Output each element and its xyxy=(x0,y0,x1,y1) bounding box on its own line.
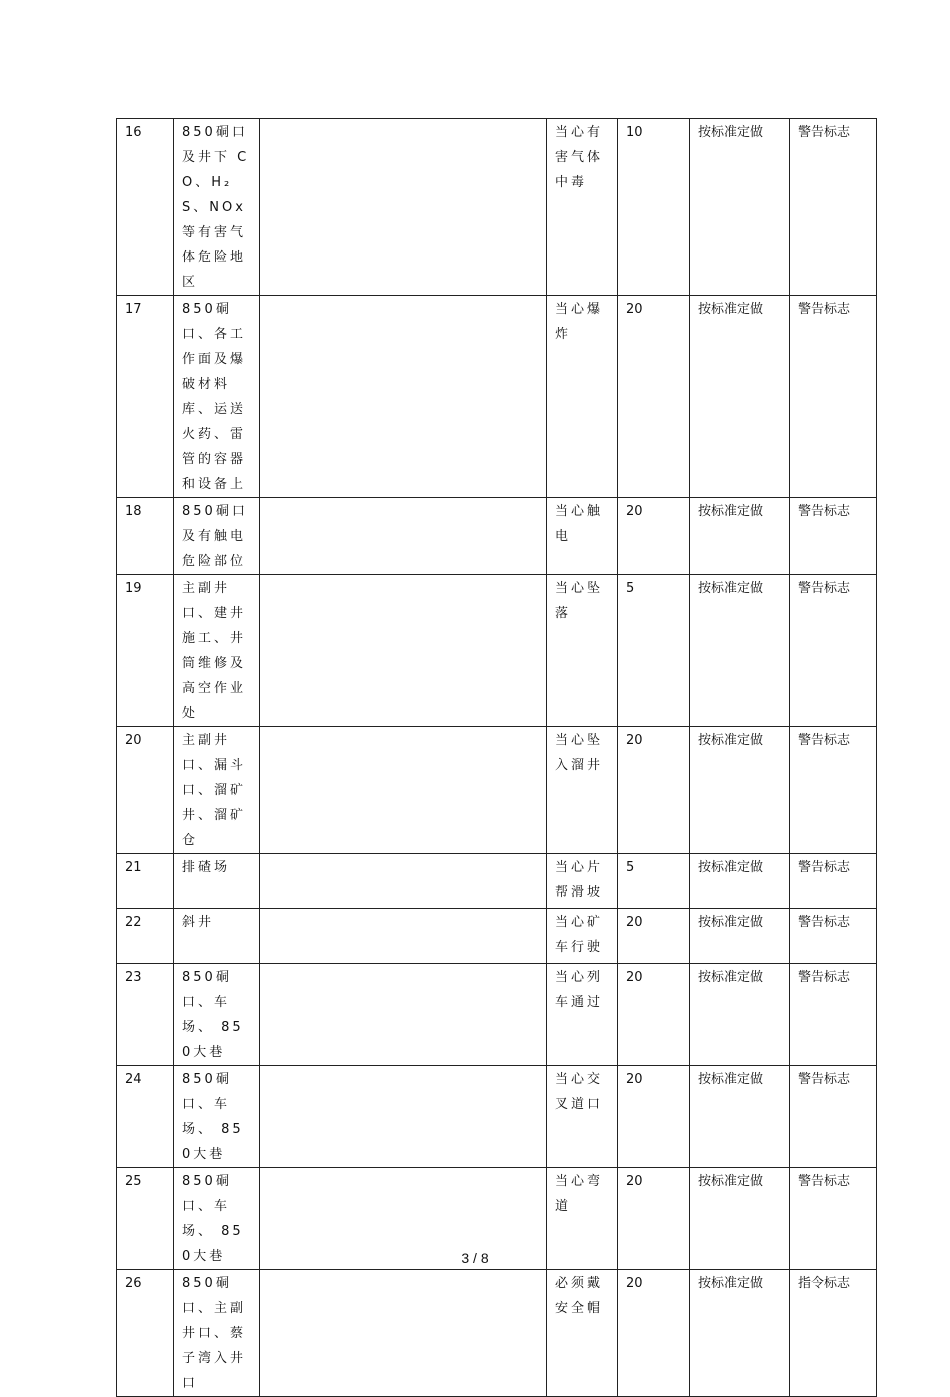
sign-type-cell: 警告标志 xyxy=(790,1168,877,1270)
quantity-cell: 20 xyxy=(618,1066,690,1168)
location-cell: 850硐口及井下 CO、H₂S、NOx等有害气体危险地区 xyxy=(174,119,260,296)
location-cell: 850硐口、车场、 850大巷 xyxy=(174,964,260,1066)
location-cell: 主副井口、建井施工、井筒维修及高空作业处 xyxy=(174,575,260,727)
sign-name-cell: 必须戴安全帽 xyxy=(547,1270,618,1397)
sign-type-cell: 警告标志 xyxy=(790,296,877,498)
sign-type-cell: 警告标志 xyxy=(790,727,877,854)
location-cell: 850硐口、主副井口、蔡子湾入井口 xyxy=(174,1270,260,1397)
table-body xyxy=(117,119,877,1397)
table-row xyxy=(117,1066,877,1168)
quantity-cell: 20 xyxy=(618,1168,690,1270)
page-number: 3 / 8 xyxy=(461,1250,489,1266)
quantity-cell: 20 xyxy=(618,498,690,575)
sign-type-cell: 警告标志 xyxy=(790,909,877,964)
spec-cell: 按标准定做 xyxy=(690,854,790,909)
quantity-cell: 20 xyxy=(618,909,690,964)
sign-type-cell: 警告标志 xyxy=(790,575,877,727)
row-number: 19 xyxy=(117,575,174,727)
location-cell: 850硐口、各工作面及爆破材料库、运送火药、雷管的容器和设备上 xyxy=(174,296,260,498)
sign-image-cell xyxy=(260,727,547,854)
spec-cell: 按标准定做 xyxy=(690,1168,790,1270)
quantity-cell: 10 xyxy=(618,119,690,296)
sign-image-cell xyxy=(260,575,547,727)
sign-type-cell: 警告标志 xyxy=(790,1066,877,1168)
sign-name-cell: 当心矿车行驶 xyxy=(547,909,618,964)
table-row xyxy=(117,498,877,575)
sign-name-cell: 当心交叉道口 xyxy=(547,1066,618,1168)
location-cell: 850硐口及有触电危险部位 xyxy=(174,498,260,575)
sign-image-cell xyxy=(260,964,547,1066)
spec-cell: 按标准定做 xyxy=(690,727,790,854)
table-row xyxy=(117,909,877,964)
table-row xyxy=(117,854,877,909)
sign-type-cell: 警告标志 xyxy=(790,854,877,909)
sign-image-cell xyxy=(260,296,547,498)
quantity-cell: 20 xyxy=(618,964,690,1066)
spec-cell: 按标准定做 xyxy=(690,498,790,575)
sign-name-cell: 当心坠落 xyxy=(547,575,618,727)
spec-cell: 按标准定做 xyxy=(690,119,790,296)
quantity-cell: 20 xyxy=(618,727,690,854)
sign-image-cell xyxy=(260,119,547,296)
spec-cell: 按标准定做 xyxy=(690,575,790,727)
location-cell: 斜井 xyxy=(174,909,260,964)
sign-image-cell xyxy=(260,909,547,964)
sign-image-cell xyxy=(260,1270,547,1397)
sign-name-cell: 当心触电 xyxy=(547,498,618,575)
row-number: 23 xyxy=(117,964,174,1066)
row-number: 20 xyxy=(117,727,174,854)
sign-name-cell: 当心弯道 xyxy=(547,1168,618,1270)
row-number: 21 xyxy=(117,854,174,909)
row-number: 16 xyxy=(117,119,174,296)
quantity-cell: 5 xyxy=(618,854,690,909)
location-cell: 850硐口、车场、 850大巷 xyxy=(174,1168,260,1270)
table-row xyxy=(117,119,877,296)
signs-table xyxy=(116,118,877,1397)
location-cell: 850硐口、车场、 850大巷 xyxy=(174,1066,260,1168)
sign-name-cell: 当心片帮滑坡 xyxy=(547,854,618,909)
row-number: 22 xyxy=(117,909,174,964)
spec-cell: 按标准定做 xyxy=(690,964,790,1066)
table-row xyxy=(117,296,877,498)
sign-name-cell: 当心坠入溜井 xyxy=(547,727,618,854)
table-row xyxy=(117,575,877,727)
sign-name-cell: 当心列车通过 xyxy=(547,964,618,1066)
spec-cell: 按标准定做 xyxy=(690,1066,790,1168)
sign-image-cell xyxy=(260,498,547,575)
sign-image-cell xyxy=(260,854,547,909)
quantity-cell: 20 xyxy=(618,296,690,498)
row-number: 26 xyxy=(117,1270,174,1397)
location-cell: 排碴场 xyxy=(174,854,260,909)
sign-type-cell: 指令标志 xyxy=(790,1270,877,1397)
sign-type-cell: 警告标志 xyxy=(790,498,877,575)
quantity-cell: 5 xyxy=(618,575,690,727)
sign-name-cell: 当心有害气体中毒 xyxy=(547,119,618,296)
spec-cell: 按标准定做 xyxy=(690,909,790,964)
row-number: 25 xyxy=(117,1168,174,1270)
table-row xyxy=(117,1270,877,1397)
table-row xyxy=(117,727,877,854)
row-number: 18 xyxy=(117,498,174,575)
sign-image-cell xyxy=(260,1066,547,1168)
row-number: 24 xyxy=(117,1066,174,1168)
sign-type-cell: 警告标志 xyxy=(790,964,877,1066)
row-number: 17 xyxy=(117,296,174,498)
quantity-cell: 20 xyxy=(618,1270,690,1397)
table-row xyxy=(117,964,877,1066)
sign-type-cell: 警告标志 xyxy=(790,119,877,296)
spec-cell: 按标准定做 xyxy=(690,1270,790,1397)
spec-cell: 按标准定做 xyxy=(690,296,790,498)
location-cell: 主副井口、漏斗口、溜矿井、溜矿仓 xyxy=(174,727,260,854)
sign-name-cell: 当心爆炸 xyxy=(547,296,618,498)
